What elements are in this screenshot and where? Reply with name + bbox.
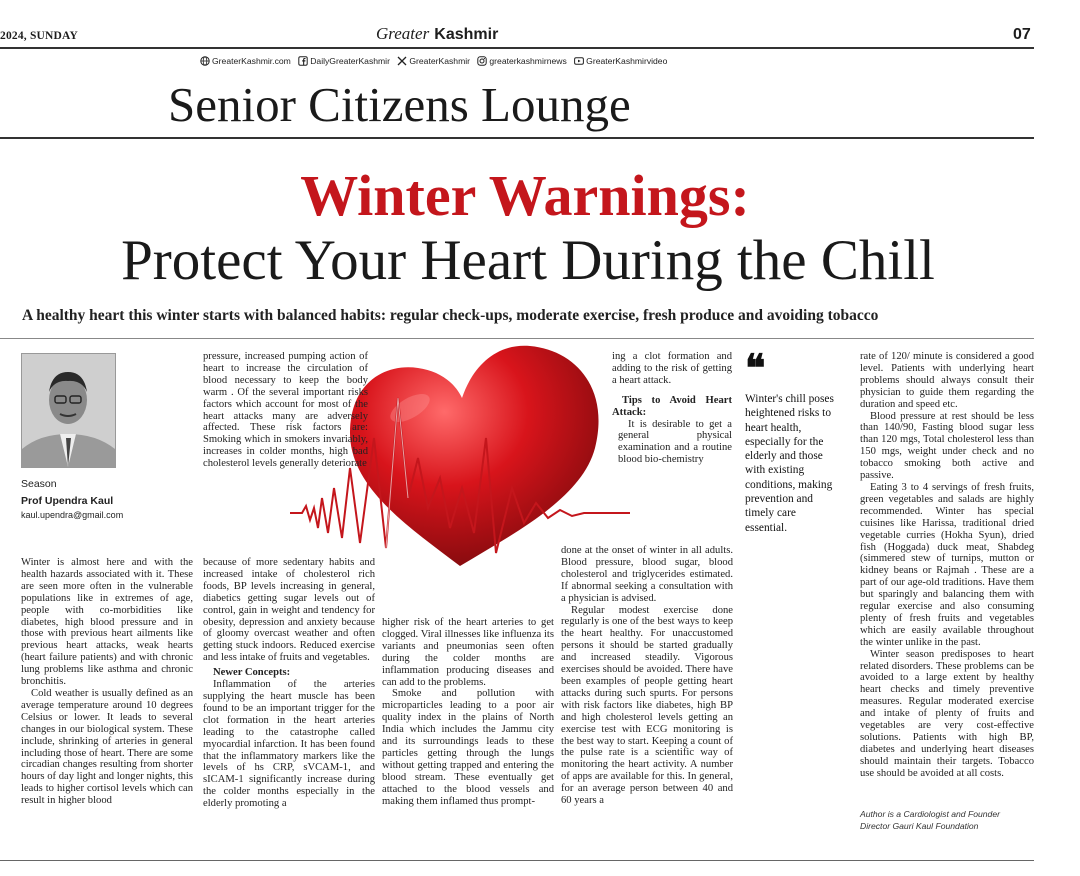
social-facebook-label: DailyGreaterKashmir [310,56,390,66]
col3-para: higher risk of the heart arteries to get clogged. Viral illnesses like influenza its variants and pneumonias seen often during the colder months are inflammation producing diseases and can add to the problems. [382,617,554,688]
col2-para: Inflammation of the arteries supplying the heart muscle has been found to be an important trigger for the clot formation in the heart arteries leading to the catastrophe called myocardial infarction. It has been found that the inflammatory markers like the levels of hs CRP, sVCAM-1, and sICAM-1 significantly increase during the colder months especially in the elderly promoting a [203,679,375,810]
social-instagram[interactable] [477,56,566,66]
instagram-icon [477,56,487,66]
col6-para: Winter season predisposes to heart related disorders. These problems can be avoided to a large extent by healthy heart checks and timely preventive measures. Regular moderated exercise and intake of plenty of fruits and vegetables are very cost-effective solutions. Patients with high BP, diabetes and underlying heart diseases should maintain their targets. Tobacco use should be avoided at all costs. [860,648,1034,779]
facebook-icon [298,56,308,66]
issue-date: 2024, SUNDAY [0,30,79,42]
social-x-label: GreaterKashmir [409,56,471,66]
col3-para: Smoke and pollution with microparticles leading to a poor air quality index in the plains of North India which includes the Jammu city and its surroundings leads to these particles getting through the lungs without getting trapped and entering the blood stream. These eventually get attached to the blood vessels and making them inflamed thus prompt- [382,688,554,807]
masthead-rule [0,47,1034,49]
quote-mark-icon: ❝ [745,348,766,390]
bottom-rule [0,860,1034,861]
col4-para: Regular modest exercise done regularly is one of the best ways to keep the heart healthy. For unaccustomed persons it should be started gradually and increased steadily. Vigorous exercises should be avoided. There have been examples of people getting heart attacks during such spurts. For persons with risk factors like diabetes, high BP and high cholesterol levels getting an exercise test with ECG monitoring is the best way to start. Keeping a count of the pulse rate is a scientific way of monitoring the heart activity. A number of apps are available for this. In general, for an average person between 40 and 60 years a [561,604,733,807]
headline-line2: Protect Your Heart During the Chill [121,229,935,292]
pullquote-text: Winter's chill poses heightened risks to heart health, especially for the elderly and those with existing conditions, making prevention and timely care essential. [745,393,834,534]
deck: A healthy heart this winter starts with balanced habits: regular check-ups, moderate exercise, fresh produce and avoiding tobacco [22,307,879,324]
globe-icon [200,56,210,66]
headline-line1: Winter Warnings: [300,163,750,228]
section-rule [0,137,1034,139]
social-website-label: GreaterKashmir.com [212,56,291,66]
col4-top-para: ing a clot formation and adding to the risk of getting a heart attack. [612,351,732,386]
social-bar [200,56,672,68]
page-number: 07 [1013,26,1031,43]
column-4-top [612,351,732,466]
social-website[interactable] [200,56,291,66]
author-photo [21,353,116,468]
brand-prefix: Greater [376,24,430,43]
author-name: Prof Upendra Kaul [21,495,114,507]
col4-para: done at the onset of winter in all adults. Blood pressure, blood sugar, blood cholesterol and triglycerides estimated. If abnormal seeking a consultation with a physician is advised. [561,545,733,604]
author-portrait-icon [22,354,115,467]
column-2-bottom [203,557,375,810]
col2-top-para: pressure, increased pumping action of heart to increase the circulation of blood necessary to keep the body warm . Of the several important risks factors which account for most of the heart attacks many are adversely affected. These risk factors are: Smoking which in smokers invariably, increases in colder months, high bad cholesterol levels generally deteriorate [203,351,368,470]
author-kicker: Season [21,478,57,490]
section-title: Senior Citizens Lounge [168,77,631,132]
col1-para: Winter is almost here and with the health hazards associated with it. These are seen more often in the vulnerable populations like in extremes of age, people with co-morbidities like diabetes, high blood pressure and in those with previous heart ailments like previous heart attacks, weak hearts (heart failure patients) and with chronic lung problems like asthma and chronic bronchitis. [21,557,193,688]
column-3-bottom [382,617,554,808]
col6-para: Eating 3 to 4 servings of fresh fruits, green vegetables and salads are highly recommended. Winter has special cuisines like Harissa, traditional dried vegetable curries (Hokha Syun), dried fish (Hoggada) duck meat, Shabdeg (simmered stew of turnips, mutton or kidney beans or Rajmah . These are a part of our age-old traditions. Have them but sparingly and balancing them with regular exercise and also consuming plenty of fresh fruits and vegetables which are easily available throughout the winter unlike in the past. [860,481,1034,648]
col4-subhead: Tips to Avoid Heart Attack: [612,394,732,418]
author-credit [860,809,1000,832]
col6-para: Blood pressure at rest should be less than 140/90, Fasting blood sugar less than 120 mgs, Total cholesterol less than 150 mgs, weight under check and no tobacco smoking both active and passive. [860,410,1034,482]
col2-subhead: Newer Concepts: [213,667,291,679]
x-icon [397,56,407,66]
social-instagram-label: greaterkashmirnews [489,56,567,66]
column-4-bottom [561,545,733,807]
social-youtube-label: GreaterKashmirvideo [586,56,668,66]
column-6 [860,351,1034,780]
col4-mid-para: It is desirable to get a general physical examination and a routine blood bio-chemistry [618,418,732,466]
social-x[interactable] [397,56,470,66]
author-credit-line2: Director Gauri Kaul Foundation [860,820,979,831]
social-facebook[interactable] [298,56,390,66]
brand [376,24,498,44]
youtube-icon [574,56,584,66]
social-youtube[interactable] [574,56,667,66]
pullquote [745,348,840,535]
column-1 [21,557,193,807]
col2-para: because of more sedentary habits and increased intake of cholesterol rich foods, BP levels increasing in general, diabetics getting sugar levels out of control, gain in weight and tendency for obesity, depression and anxiety because of gloomy overcast weather and often getting stuck indoors. Reduced exercise and less intake of fruits and vegetables. [203,557,375,664]
col6-para: rate of 120/ minute is considered a good level. Patients with underlying heart problems should always consult their physician to guide them regarding the duration and speed etc. [860,351,1034,410]
col1-para: Cold weather is usually defined as an average temperature around 10 degrees Celsius or lower. It leads to several changes in our biological system. These include, shrinking of arteries in general including those of heart. There are some circadian changes resulting from shorter hours of day light and longer nights, this leads to higher cortisol levels which can result in higher blood [21,687,193,807]
column-2-top [203,351,368,470]
author-credit-line1: Author is a Cardiologist and Founder [860,809,1000,819]
author-email[interactable]: kaul.upendra@gmail.com [21,510,124,520]
brand-name: Kashmir [434,26,499,43]
